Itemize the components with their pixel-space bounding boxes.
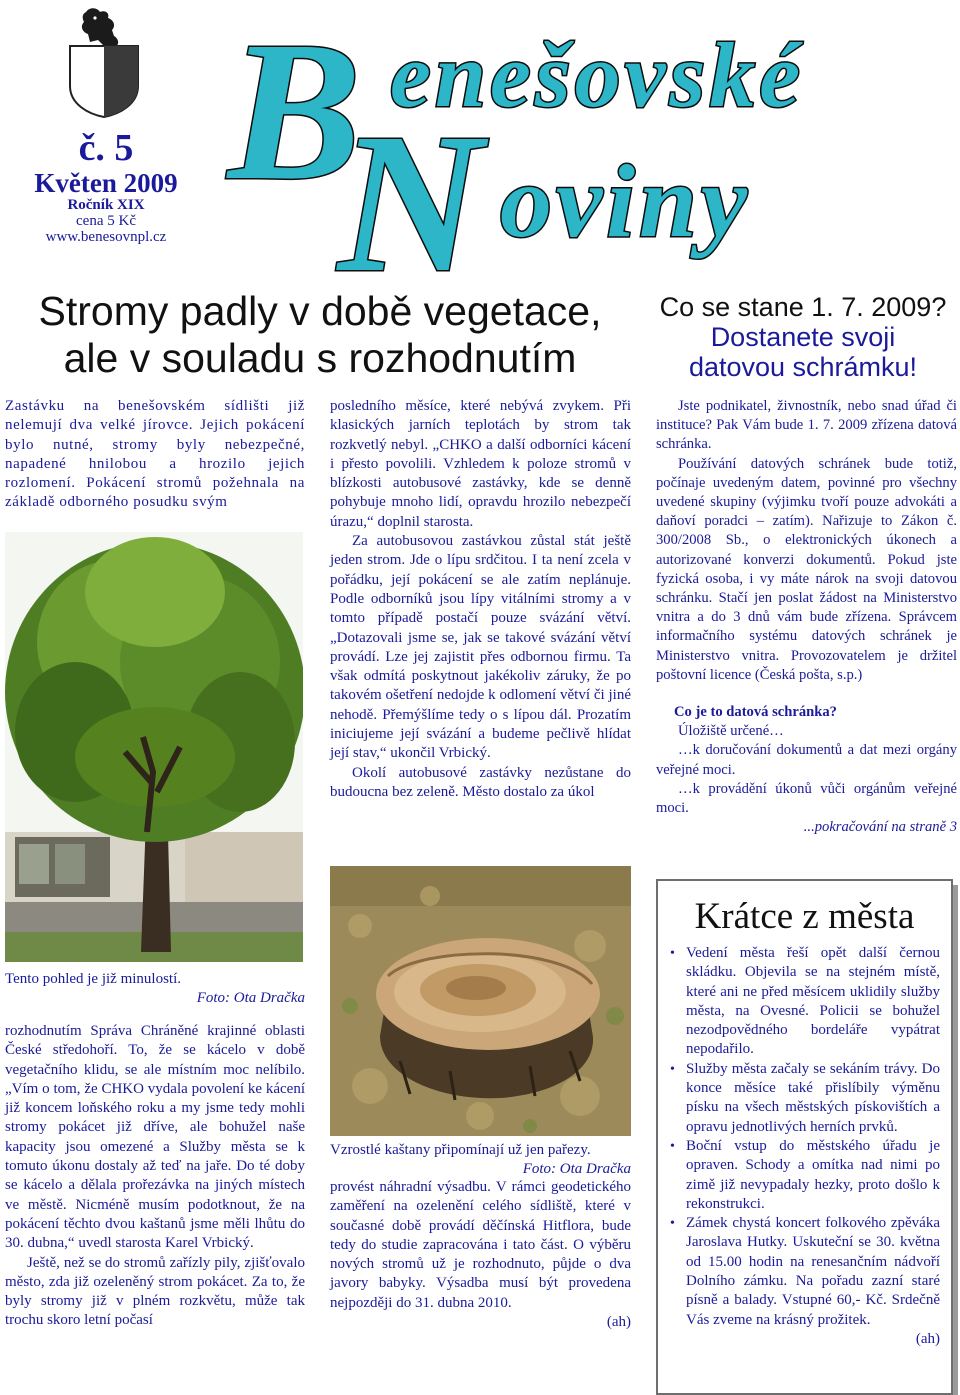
- side-headline-line-3: datovou schrámku!: [688, 352, 918, 382]
- news-item: • Zámek chystá koncert folkového zpěváka Jaroslava Hutky. Uskuteční se 30. května od 15.00 hodin na renesančním nádvoří Dolního zámku. Na pořadu zazní staré písně a balady. Vstupné 60,- Kč. Srdečně Vás zveme na krásný prožitek.: [670, 1214, 940, 1330]
- photo1-caption: [5, 970, 305, 1008]
- article-paragraph: Okolí autobusové zastávky nezůstane do budoucna bez zeleně. Město dostalo za úkol: [330, 764, 631, 800]
- news-box-signature: (ah): [915, 1330, 940, 1347]
- photo2-caption: [330, 1141, 631, 1179]
- photo1-caption-text: Tento pohled je již minulostí.: [5, 971, 182, 987]
- masthead-word-1: enešovské: [390, 24, 805, 126]
- article-paragraph: Za autobusovou zastávkou zůstal stát ještě jeden strom. Jde o lípu srdčitou. I ta není zcela v pořádku, její pokácení se ale zatím neplánuje. Podle odborníků jsou lípy vitálními stromy a v tomto případě postačí pouze svázání větví. „Dotazovali jsme se, jak se takové svázání větví provádí. Lze jej zajistit přes odbornou firmu. Ta však odmítá poskytnout jakékoliv záruky, že po takovém ošetření nedojde k odlomení větví či jiné nehodě. Přemýšlíme tedy o s lípou dál. Prozatím iniciujeme její svázání a budeme pečlivě hlídat její stav,“ ukončil Vrbický.: [330, 533, 631, 762]
- website-link[interactable]: www.benesovnpl.cz: [45, 229, 167, 245]
- news-item: • Služby města začaly se sekáním trávy. Do konce měsíce také přislíbily výměnu písku na všech městských pískovištích a opravu jednotlivých herních prvků.: [670, 1060, 940, 1137]
- article-paragraph: Jste podnikatel, živnostník, nebo snad úřad či instituce? Pak Vám bude 1. 7. 2009 zřízena datová schránka.: [656, 398, 957, 453]
- issue-volume: Ročník XIX: [67, 197, 145, 213]
- article-signature: (ah): [606, 1314, 631, 1331]
- article-paragraph: …k doručování dokumentů a dat mezi orgány veřejné moci.: [656, 742, 957, 778]
- news-box-title: Krátce z města: [694, 896, 915, 937]
- news-item: • Vedení města řeší opět další černou skládku. Objevila se na stejném místě, které ani ne před měsícem uklidily služby města, na Ovesné. Policii se bohužel nezodpovědného bordeláře vypátrat nepodařilo.: [670, 944, 940, 1060]
- coat-of-arms-logo: [68, 6, 140, 118]
- main-article-col2-bottom: [330, 1178, 631, 1332]
- masthead-word-2: oviny: [500, 144, 752, 259]
- side-headline-line-2: Dostanete svoji: [710, 322, 896, 352]
- side-headline-line-1: Co se stane 1. 7. 2009?: [659, 292, 947, 322]
- masthead-letter-n: N: [338, 93, 483, 290]
- main-headline: [0, 288, 640, 382]
- article-paragraph: Používání datových schránek bude totiž, počínaje uvedeným datem, povinné pro všechny uvedené skupiny (výjimku tvoří pouze advokáti a daňoví poradci – zatím). Nařizuje to Zákon č. 300/2008 Sb., o elektronických úkonech a autorizované konverzi dokumentů. Pokud jste fyzická osoba, i vy máte nárok na svoji datovou schránku. Stačí jen poslat žádost na Ministerstvo vnitra a do 3 dnů vám bude zřízena. Správcem informačního systému datových schránek je Ministerstvo vnitra. Provozovatelem je držitel poštovní licence (Česká pošta, s.p.): [656, 455, 957, 683]
- side-headline: [646, 292, 960, 382]
- article-paragraph: posledního měsíce, které nebývá zvykem. Při klasických jarních teplotách by strom tak rozkvetlý nebyl. „CHKO a další odborníci kácení i přesto povolili. Vzhledem k poloze stromů v blízkosti autobusové zastávky, kde se denně pohybuje mnoho lidí, opravdu hrozilo nebezpečí úrazu,“ doplnil starosta.: [330, 398, 631, 530]
- main-article-col1: [5, 1022, 305, 1331]
- issue-date: Květen 2009: [34, 168, 178, 198]
- photo1-credit: Foto: Ota Dračka: [196, 990, 305, 1006]
- photo2-credit: Foto: Ota Dračka: [522, 1161, 631, 1177]
- article-paragraph: Ještě, než se do stromů zařízly pily, zjišťovalo město, zda již ozeleněný strom pokácet. Za to, že byly stromy již v plném rozkvětu, může tak trochu skoro letní počasí: [5, 1254, 305, 1329]
- main-article-lead: [5, 397, 305, 513]
- masthead-letter-b: B: [228, 1, 362, 222]
- main-headline-line-2: ale v souladu s rozhodnutím: [63, 335, 577, 381]
- article-paragraph: rozhodnutím Správa Chráněné krajinné oblasti České středohoří. To, že se kácelo v době vegetačního klidu, se ale místním moc nelíbilo. „Vím o tom, že CHKO vydala povolení ke kácení již koncem loňského roku a my jsme tedy mohli stromy pokácet již dříve, ale bohužel naše kapacity jsou omezené a Služby města se k tomuto úkonu dostaly až teď na jaře. Do té doby se kácelo a dělala prořezávka na jiných místech ve městě. Nicméně musím podotknout, že na pokácení těchto dvou kaštanů jsme měli lhůtu do 30. dubna,“ uvedl starosta Karel Vrbický.: [5, 1023, 305, 1252]
- main-article-col2: [330, 397, 631, 802]
- news-list: [670, 944, 940, 1349]
- photo2-caption-text: Vzrostlé kaštany připomínají už jen pařezy.: [330, 1142, 591, 1158]
- tree-stump-photo: [330, 866, 631, 1136]
- masthead-title: [200, 0, 960, 290]
- bear-icon: [82, 8, 118, 46]
- section-subheading: Co je to datová schránka?: [674, 704, 837, 721]
- article-paragraph: Úložiště určené…: [678, 723, 784, 740]
- article-paragraph: Zastávku na benešovském sídlišti již nelemují dva velké jírovce. Jejich pokácení bylo nutné, stromy byly nebezpečné, napadené hnilobou a hrozilo jejich rozlomení. Pokácení stromů požehnala na základě odborného posudku svým: [5, 398, 305, 511]
- side-article: [656, 397, 957, 837]
- issue-number: č. 5: [78, 127, 134, 169]
- issue-price: cena 5 Kč: [76, 213, 136, 229]
- main-headline-line-1: Stromy padly v době vegetace,: [38, 288, 602, 334]
- article-paragraph: …k provádění úkonů vůči orgánům veřejné moci.: [656, 780, 957, 817]
- continued-link[interactable]: ...pokračování na straně 3: [803, 819, 957, 836]
- chestnut-tree-photo: [5, 532, 303, 962]
- news-item: • Boční vstup do městského úřadu je opraven. Schody a omítka nad nimi po zimě již nevypadaly hezky, proto došlo k rekonstrukci.: [670, 1137, 940, 1214]
- article-paragraph: provést náhradní výsadbu. V rámci geodetického zaměření na ozelenění celého sídliště, které v současné době provádí děčínská Hitflora, bude tedy do studie zapracována i tato část. O výběru nových stromů už je rozhodnuto, půjde o dva javory babyky. Výsadba musí být provedena nejpozději do 31. dubna 2010.: [330, 1179, 631, 1311]
